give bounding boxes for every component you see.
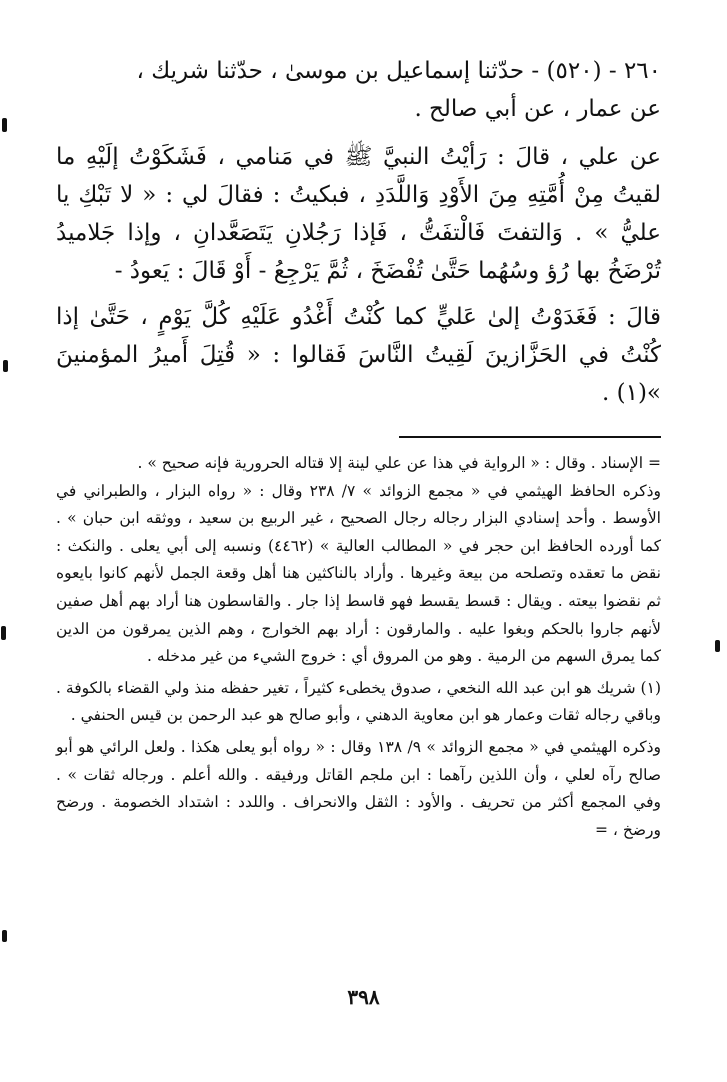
scan-edge-mark	[3, 360, 8, 372]
footnote-paragraph: (١) شريك هو ابن عبد الله النخعي ، صدوق يخطىء كثيراً ، تغير حفظه منذ ولي القضاء بالكوفة . وباقي رجاله ثقات وعمار هو ابن معاوية الدهني ، وأبو صالح هو عبد الرحمن بن قيس الحنفي .	[56, 678, 661, 725]
footnotes	[56, 450, 661, 844]
footnote-paragraph: وذكره الهيثمي في « مجمع الزوائد » ٩/ ١٣٨ وقال : « رواه أبو يعلى هكذا . ولعل الرائي هو أبو صالح رآه لعلي ، وأن اللذين رآهما : ابن ملجم القاتل ورفيقه . والله أعلم . ورجاله ثقات » . وفي المجمع أكثر من تحريف . والأود : الثقل والانحراف . واللدد : اشتداد الخصومة . ورضح ورضخ ، =	[56, 737, 661, 839]
footnote-separator	[399, 436, 661, 438]
hadith-block	[56, 52, 661, 420]
hadith-paragraph: عن علي ، قالَ : رَأيْتُ النبيَّ ﷺ في مَنامي ، فَشَكَوْتُ إلَيْهِ ما لقيتُ مِنْ أُمَّتِهِ مِنَ الأَوْدِ وَاللَّدَدِ ، فبكيتُ : فقالَ لي : « لا تَبْكِ يا عليُّ » . وَالتفتَ فَالْتفَتُّ ، فَإذا رَجُلانِ يَتَصَعَّدانِ ، وإذا جَلاميدُ تُرْضَخُ بها رُؤ وسُهُما حَتَّىٰ تُفْضَخَ ، ثُمَّ يَرْجِعُ - أَوْ قَالَ : يَعودُ -	[56, 144, 661, 284]
scan-edge-mark	[715, 640, 720, 652]
hadith-paragraph: قالَ : فَغَدَوْتُ إلىٰ عَليٍّ كما كُنْتُ أَغْدُو عَلَيْهِ كُلَّ يَوْمٍ ، حَتَّىٰ إذا كُنْتُ في الحَزَّازينَ لَقِيتُ النَّاسَ فَقالوا : « قُتِلَ أَميرُ المؤمنينَ »(١) .	[56, 304, 661, 406]
scan-edge-mark	[1, 626, 6, 640]
hadith-header-line: ٢٦٠ - (٥٢٠) - حدّثنا إسماعيل بن موسىٰ ، حدّثنا شريك ،	[136, 58, 661, 84]
footnote-paragraph: = الإسناد . وقال : « الرواية في هذا عن علي لينة إلا قتاله الحرورية فإنه صحيح » .	[137, 454, 661, 472]
page-number: ٣٩٨	[347, 985, 380, 1009]
scan-edge-mark	[2, 118, 7, 132]
scan-edge-mark	[2, 930, 7, 942]
hadith-matn	[56, 138, 661, 412]
hadith-isnad	[56, 52, 661, 128]
hadith-header-line: عن عمار ، عن أبي صالح .	[414, 96, 661, 122]
footnote-paragraph: وذكره الحافظ الهيثمي في « مجمع الزوائد » ٧/ ٢٣٨ وقال : « رواه البزار ، والطبراني في الأوسط . وأحد إسنادي البزار رجاله رجال الصحيح ، غير الربيع بن سعيد ، ووثقه ابن حبان » . كما أورده الحافظ ابن حجر في « المطالب العالية » (٤٤٦٢) ونسبه إلى أبي يعلى . والنكث : نقض ما تعقده وتصلحه من بيعة وغيرها . وأراد بالناكثين هنا أهل وقعة الجمل لأنهم كانوا بايعوه ثم نقضوا بيعته . ويقال : قسط يقسط فهو قاسط إذا جار . والقاسطون هنا أراد بهم أهل صفين لأنهم جاروا بالحكم وبغوا عليه . والمارقون : أراد بهم الخوارج ، وهم الذين يمرقون من الدين كما يمرق السهم من الرمية . وهو من المروق أي : خروج الشيء من غير مدخله .	[56, 481, 662, 666]
